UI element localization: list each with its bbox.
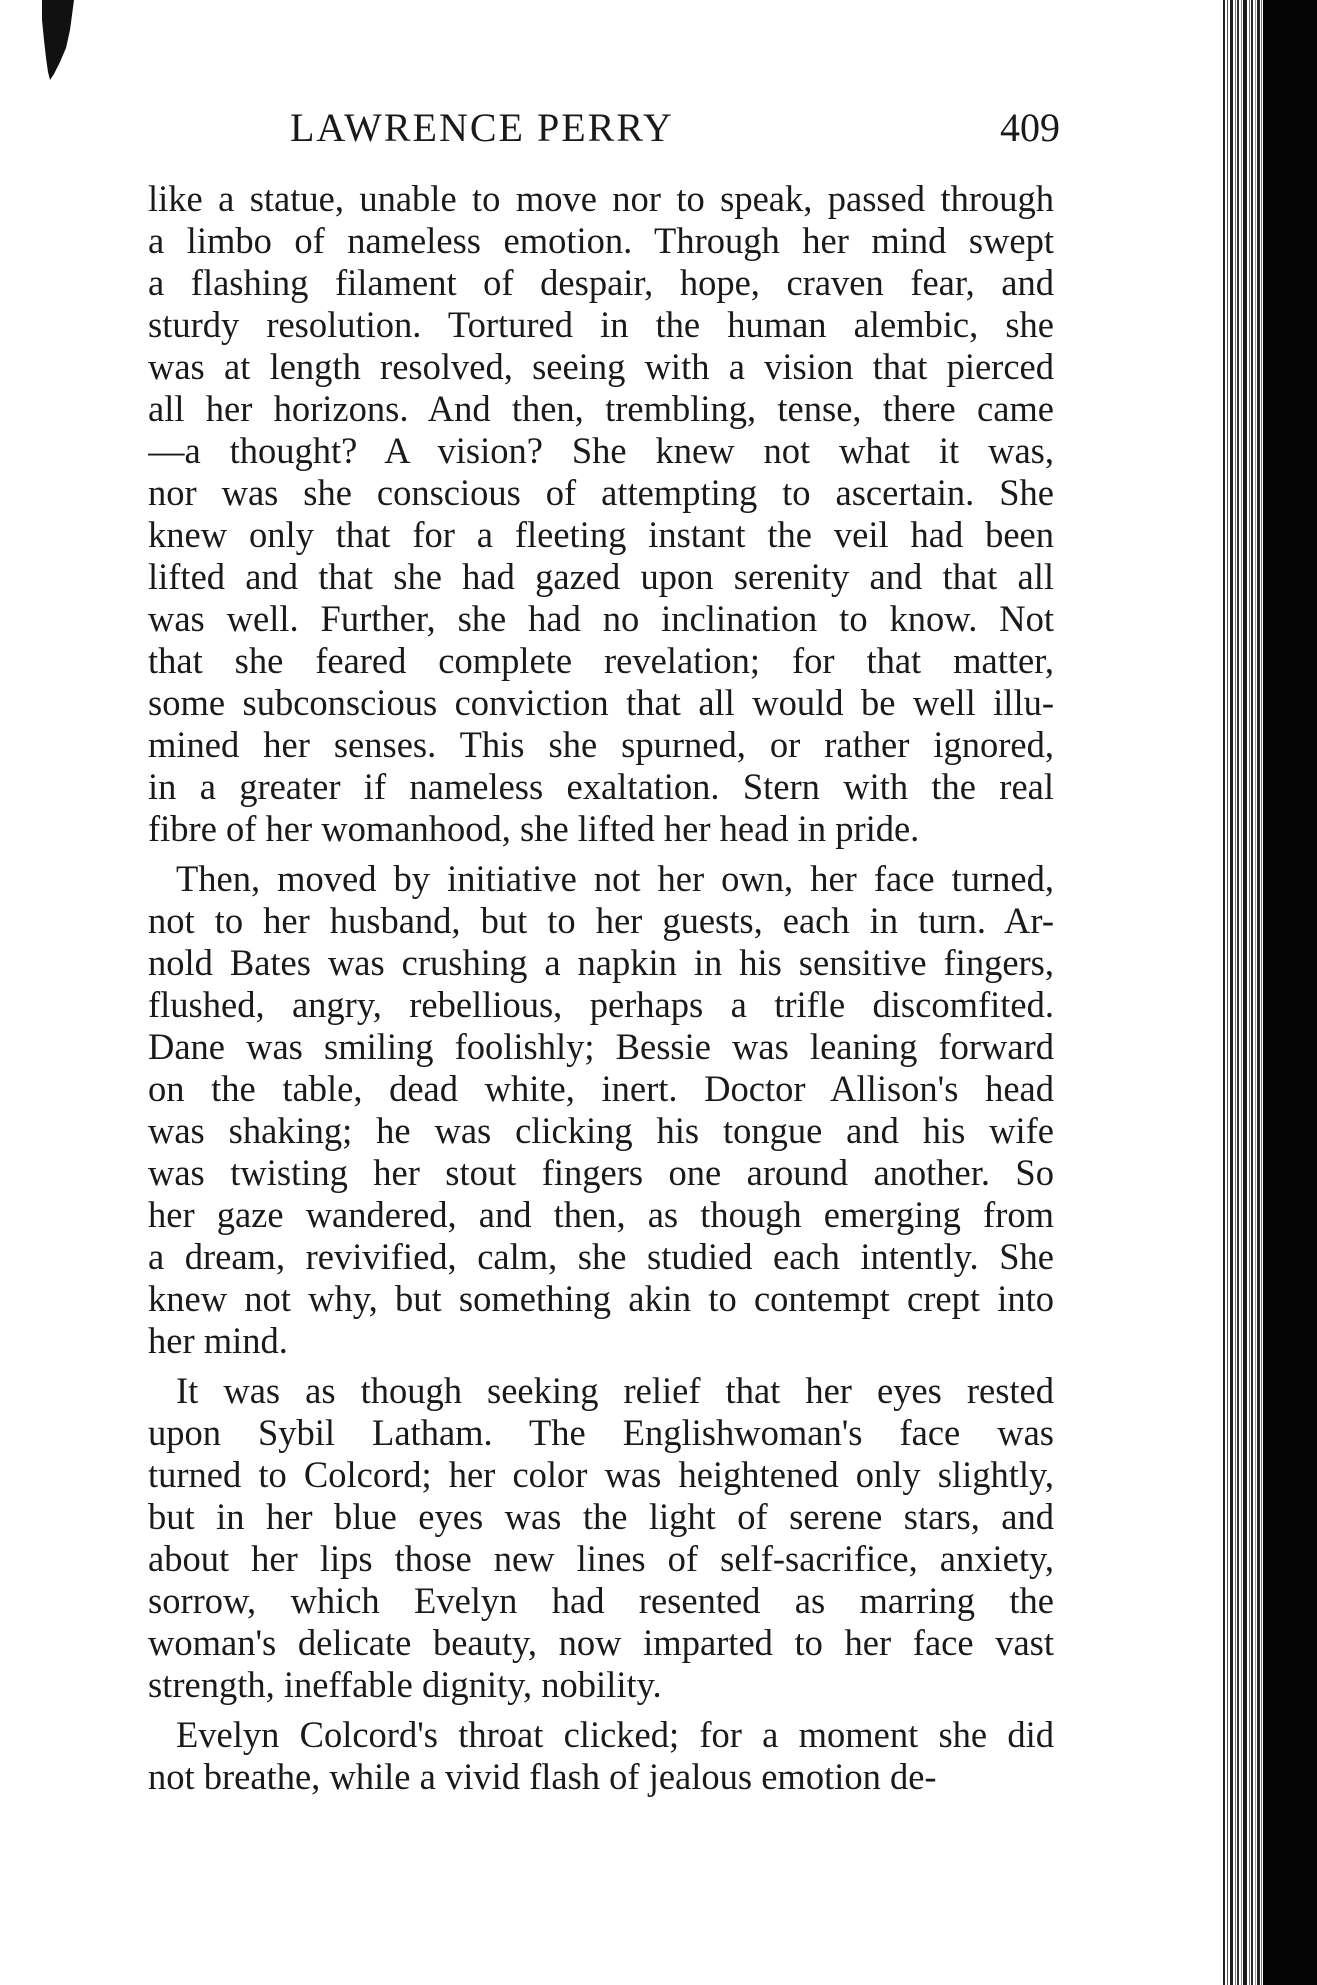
text-line: a flashing filament of despair, hope, craven fear, and xyxy=(148,262,1054,303)
text-line: sturdy resolution. Tortured in the human alembic, she xyxy=(148,304,1054,345)
text-line: nor was she conscious of attempting to ascertain. She xyxy=(148,472,1054,513)
text-line: was well. Further, she had no inclination to know. Not xyxy=(148,598,1054,639)
paragraph-first-line: like a statue, unable to move nor to speak, passed through xyxy=(148,178,1054,219)
text-line: mined her senses. This she spurned, or rather ignored, xyxy=(148,724,1054,765)
text-line: that she feared complete revelation; for that matter, xyxy=(148,640,1054,681)
text-line: was shaking; he was clicking his tongue and his wife xyxy=(148,1110,1054,1151)
text-line: in a greater if nameless exaltation. Stern with the real xyxy=(148,766,1054,807)
text-line: turned to Colcord; her color was heightened only slightly, xyxy=(148,1454,1054,1495)
running-head: LAWRENCE PERRY xyxy=(290,105,674,150)
text-line: not to her husband, but to her guests, each in turn. Ar- xyxy=(148,900,1054,941)
text-line: was at length resolved, seeing with a vision that pierced xyxy=(148,346,1054,387)
text-line: all her horizons. And then, trembling, tense, there came xyxy=(148,388,1054,429)
text-line: flushed, angry, rebellious, perhaps a trifle discomfited. xyxy=(148,984,1054,1025)
text-line: some subconscious conviction that all would be well illu- xyxy=(148,682,1054,723)
text-line: but in her blue eyes was the light of serene stars, and xyxy=(148,1496,1054,1537)
page-number: 409 xyxy=(1000,105,1060,150)
text-line: knew not why, but something akin to contempt crept into xyxy=(148,1278,1054,1319)
text-line: about her lips those new lines of self-sacrifice, anxiety, xyxy=(148,1538,1054,1579)
text-line: a dream, revivified, calm, she studied each intently. She xyxy=(148,1236,1054,1277)
text-line: was twisting her stout fingers one around another. So xyxy=(148,1152,1054,1193)
text-line: nold Bates was crushing a napkin in his sensitive fingers, xyxy=(148,942,1054,983)
paragraph-first-line: It was as though seeking relief that her eyes rested xyxy=(176,1370,1054,1411)
page-header xyxy=(290,104,1060,154)
text-line: woman's delicate beauty, now imparted to her face vast xyxy=(148,1622,1054,1663)
book-binding-edge xyxy=(1217,0,1317,1985)
text-line: her mind. xyxy=(148,1320,288,1361)
body-text xyxy=(148,178,1054,1798)
text-line: lifted and that she had gazed upon serenity and that all xyxy=(148,556,1054,597)
text-line: her gaze wandered, and then, as though emerging from xyxy=(148,1194,1054,1235)
text-line: not breathe, while a vivid flash of jealous emotion de- xyxy=(148,1756,937,1797)
text-line: —a thought? A vision? She knew not what it was, xyxy=(148,430,1054,471)
text-line: knew only that for a fleeting instant the veil had been xyxy=(148,514,1054,555)
text-line: fibre of her womanhood, she lifted her head in pride. xyxy=(148,808,920,849)
ink-blot xyxy=(40,0,76,82)
paragraph-first-line: Then, moved by initiative not her own, her face turned, xyxy=(176,858,1054,899)
paragraph-first-line: Evelyn Colcord's throat clicked; for a moment she did xyxy=(176,1714,1054,1755)
text-line: on the table, dead white, inert. Doctor Allison's head xyxy=(148,1068,1054,1109)
text-line: a limbo of nameless emotion. Through her mind swept xyxy=(148,220,1054,261)
text-line: upon Sybil Latham. The Englishwoman's face was xyxy=(148,1412,1054,1453)
text-line: Dane was smiling foolishly; Bessie was leaning forward xyxy=(148,1026,1054,1067)
text-line: sorrow, which Evelyn had resented as marring the xyxy=(148,1580,1054,1621)
text-line: strength, ineffable dignity, nobility. xyxy=(148,1664,662,1705)
